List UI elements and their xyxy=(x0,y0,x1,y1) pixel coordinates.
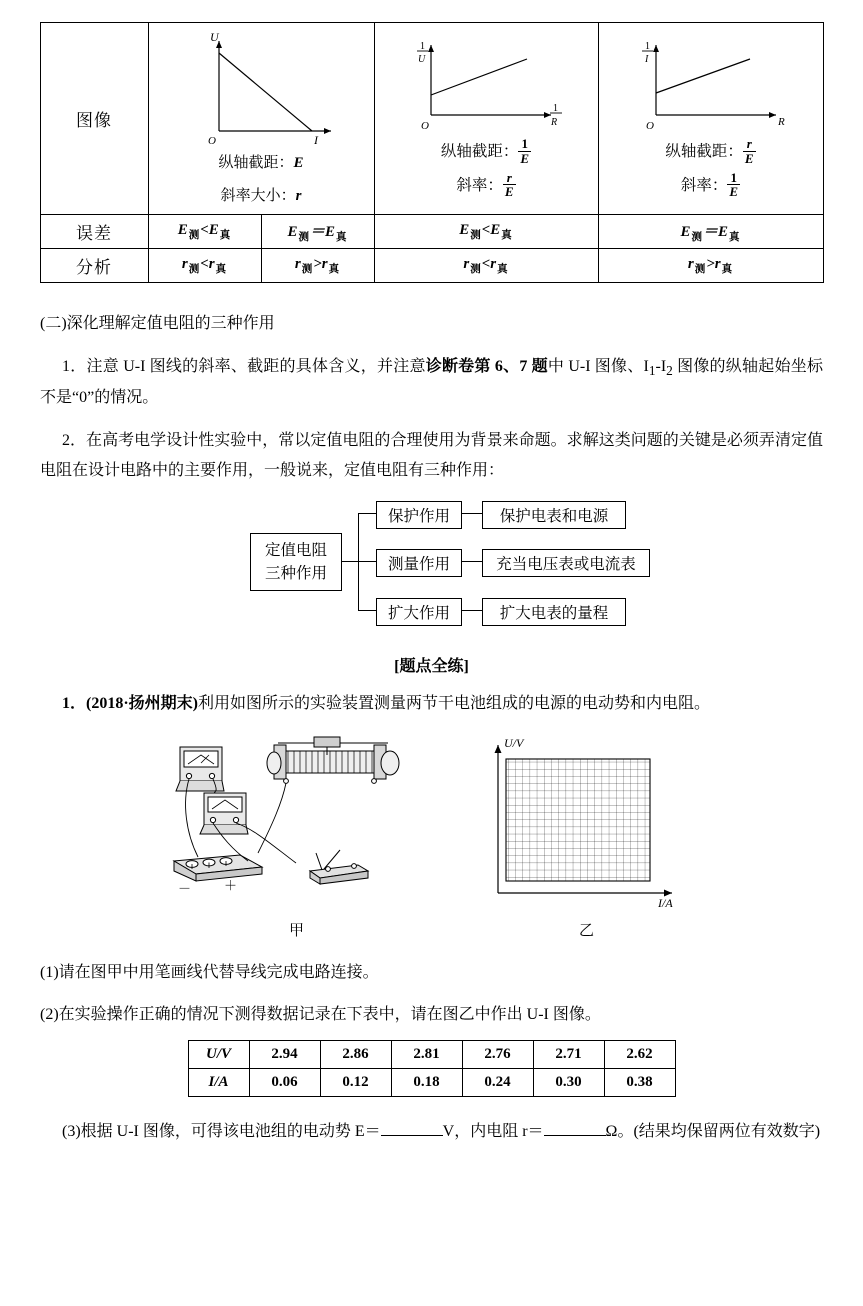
voltage-cell-6: 2.62 xyxy=(604,1041,675,1069)
svg-text:R: R xyxy=(777,115,785,128)
error-cell-1-3: $E_测<E_真$ xyxy=(374,215,598,249)
question-1-sub-3a: (3)根据 U-I 图像，可得该电池组的电动势 E＝ xyxy=(62,1123,381,1140)
error-cell-1-4: $E_测=E_真$ xyxy=(598,215,823,249)
tree-root xyxy=(250,533,342,591)
current-cell-2: 0.12 xyxy=(320,1069,391,1097)
body-content xyxy=(40,309,823,1147)
voltage-cell-2: 2.86 xyxy=(320,1041,391,1069)
tree-result-2: 充当电压表或电流表 xyxy=(482,549,650,577)
tree-root-line2: 三种作用 xyxy=(264,565,327,583)
voltage-cell-3: 2.81 xyxy=(391,1041,462,1069)
current-cell-6: 0.38 xyxy=(604,1069,675,1097)
tree-connector-2 xyxy=(462,561,482,562)
tree-result-1: 保护电表和电源 xyxy=(482,501,626,529)
voltage-cell-4: 2.76 xyxy=(462,1041,533,1069)
graph-cell-inv-i xyxy=(598,23,823,215)
graph-invu-caption-1: 纵轴截距： $\frac{1}{E}$ xyxy=(440,136,530,166)
table-row-voltage xyxy=(188,1041,675,1069)
voltage-cell-1: 2.94 xyxy=(249,1041,320,1069)
point-1-tail: 图像的纵轴起始坐标不是“0”的情况。 xyxy=(40,357,823,407)
graph-cell-inv-u xyxy=(374,23,598,215)
tree-root-line1: 定值电阻 xyxy=(264,541,327,559)
grid-y-axis-label: U/V xyxy=(503,735,523,750)
svg-text:I: I xyxy=(314,133,318,145)
current-cell-1: 0.06 xyxy=(249,1069,320,1097)
svg-text:1: 1 xyxy=(553,102,558,114)
svg-text:O: O xyxy=(421,119,429,132)
graph-ui-caption-2: 斜率大小：r xyxy=(220,187,302,204)
graph-invi-caption-1: 纵轴截距： $\frac{r}{E}$ xyxy=(665,136,754,166)
grid-svg xyxy=(472,733,702,908)
question-1-sub-2: (2)在实验操作正确的情况下测得数据记录在下表中，请在图乙中作出 U-I 图像。 xyxy=(40,1006,601,1024)
error-cell-2-2: $r_测>r_真$ xyxy=(261,249,374,283)
grid-x-axis-label: I/A xyxy=(657,895,673,908)
graph-ui-caption-1: 纵轴截距：E xyxy=(218,155,304,171)
svg-text:1: 1 xyxy=(644,40,650,52)
graph-invu-caption-2: 斜率： $\frac{r}{E}$ xyxy=(456,169,514,200)
drill-heading: [题点全练] xyxy=(394,658,469,676)
current-cell-3: 0.18 xyxy=(391,1069,462,1097)
tree-branch-2-line xyxy=(358,561,376,562)
error-cell-2-3: $r_测<r_真$ xyxy=(374,249,598,283)
worksheet-page xyxy=(0,22,863,1306)
answer-blank-resistance[interactable] xyxy=(544,1135,606,1136)
tree-branch-3-line xyxy=(358,610,376,611)
svg-text:R: R xyxy=(551,116,558,128)
svg-text:O: O xyxy=(208,135,216,145)
graph-cell-ui xyxy=(148,23,374,215)
voltage-row-header: U/V xyxy=(188,1041,249,1069)
error-cell-1-1: $E_测<E_真$ xyxy=(148,215,261,249)
error-cell-1-2: $E_测=E_真$ xyxy=(261,215,374,249)
point-1-mid: 中 U-I 图像、I xyxy=(547,357,649,375)
table-row-error-2 xyxy=(40,249,823,283)
figure-grid-caption: 乙 xyxy=(578,922,594,939)
figure-apparatus xyxy=(162,733,432,940)
current-cell-4: 0.24 xyxy=(462,1069,533,1097)
section-heading: (二)深化理解定值电阻的三种作用 xyxy=(40,315,275,332)
battery-plus-label: ＋ xyxy=(223,877,237,893)
question-1-number: 1． xyxy=(62,695,87,713)
resistor-roles-diagram xyxy=(40,497,823,637)
point-2-text: 2．在高考电学设计性实验中，常以定值电阻的合理使用为背景来命题。求解这类问题的关键是必须弄清定值电阻在设计电路中的主要作用，一般说来，定值电阻有三种作用： xyxy=(40,432,823,479)
graph-invi-svg xyxy=(626,37,796,133)
row-label-error-1: 误差 xyxy=(40,215,148,249)
table-row-current xyxy=(188,1069,675,1097)
point-1-sub2: 2 xyxy=(666,362,673,378)
figure-apparatus-caption: 甲 xyxy=(288,922,304,939)
question-1-sub-1: (1)请在图甲中用笔画线代替导线完成电路连接。 xyxy=(40,963,379,981)
current-cell-5: 0.30 xyxy=(533,1069,604,1097)
point-2 xyxy=(40,426,823,485)
figure-grid xyxy=(472,733,702,940)
current-row-header: I/A xyxy=(188,1069,249,1097)
summary-table xyxy=(40,22,824,283)
graph-ui-svg xyxy=(171,27,351,145)
tree-branch-1-line xyxy=(358,513,376,514)
graph-invi-caption-2: 斜率： $\frac{1}{E}$ xyxy=(680,169,739,200)
apparatus-svg xyxy=(162,733,432,908)
question-1-sub-3c: Ω。(结果均保留两位有效数字) xyxy=(605,1123,821,1140)
tree-root-stub xyxy=(342,561,358,562)
voltage-cell-5: 2.71 xyxy=(533,1041,604,1069)
svg-text:U: U xyxy=(210,30,219,44)
point-1-bold: 诊断卷第 6、7 题 xyxy=(425,357,548,375)
row-label-error-2: 分析 xyxy=(40,249,148,283)
error-cell-2-1: $r_测<r_真$ xyxy=(148,249,261,283)
question-1-sub-3b: V，内电阻 r＝ xyxy=(442,1123,544,1140)
graph-invu-svg xyxy=(401,37,571,133)
tree-connector-1 xyxy=(462,513,482,514)
svg-text:U: U xyxy=(418,53,426,65)
row-label-graph: 图像 xyxy=(40,23,148,215)
svg-text:1: 1 xyxy=(420,40,425,52)
question-1-source: (2018·扬州期末) xyxy=(86,695,199,713)
battery-minus-label: － xyxy=(177,880,191,896)
measurement-table xyxy=(188,1040,676,1097)
answer-blank-emf[interactable] xyxy=(381,1135,443,1136)
tree-role-1: 保护作用 xyxy=(376,501,462,529)
error-cell-2-4: $r_测>r_真$ xyxy=(598,249,823,283)
tree-connector-3 xyxy=(462,610,482,611)
tree-role-3: 扩大作用 xyxy=(376,598,462,626)
point-1-pre: 1．注意 U-I 图线的斜率、截距的具体含义，并注意 xyxy=(62,357,426,375)
point-1-mid2: -I xyxy=(655,357,667,375)
point-1-sub1: 1 xyxy=(648,362,656,378)
svg-text:O: O xyxy=(645,119,654,132)
question-1-text: 利用如图所示的实验装置测量两节干电池组成的电源的电动势和内电阻。 xyxy=(198,695,711,713)
question-1 xyxy=(40,689,823,719)
question-1-sub-3 xyxy=(40,1117,823,1147)
tree-role-2: 测量作用 xyxy=(376,549,462,577)
svg-text:I: I xyxy=(644,53,648,65)
experiment-figures xyxy=(40,733,823,940)
table-row-error-1 xyxy=(40,215,823,249)
point-1 xyxy=(40,352,823,413)
table-row-graph xyxy=(40,23,823,215)
tree-result-3: 扩大电表的量程 xyxy=(482,598,626,626)
